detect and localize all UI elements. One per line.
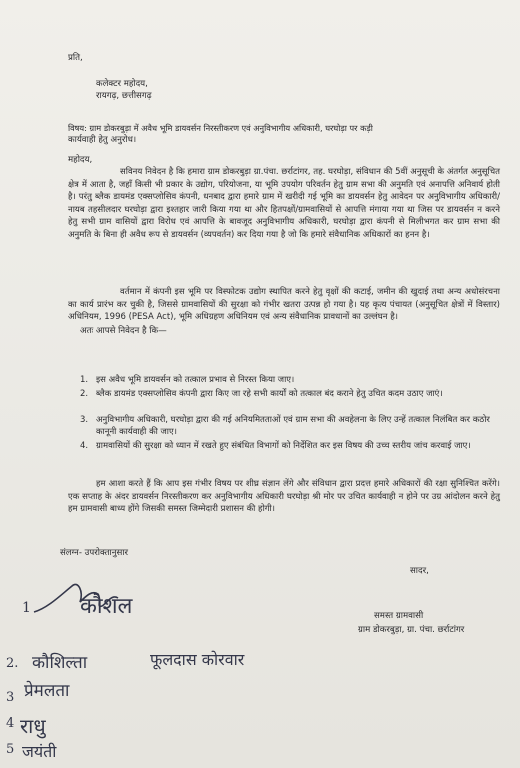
signature-4: राधु: [20, 714, 46, 738]
subject-line-1: विषय: ग्राम डोकरबुड़ा में अवैध भूमि डायवर्सन निरस्तीकरण एवं अनुविभागीय अधिकारी, घरघोड़ा पर कड़ी: [68, 123, 373, 133]
request-number: 3.: [80, 415, 89, 425]
signature-2b: फूलदास कोरवार: [150, 650, 245, 669]
request-text: ग्रामवासियों की सुरक्षा को ध्यान में रखते हुए संबंधित विभागों को निर्देशित कर इस विषय की उच्च स्तरीय जांच करवाई जाए।: [96, 441, 471, 451]
request-item-4: [80, 440, 498, 452]
request-number: 2.: [80, 389, 89, 399]
enclosure-note: संलग्न- उपरोक्तानुसार: [60, 548, 129, 558]
sender-address: ग्राम डोकरबुड़ा, ग्रा. पंचा. छर्राटांगर: [358, 625, 465, 635]
request-number: 4.: [80, 441, 89, 451]
request-item-3: [80, 414, 498, 439]
paragraph-1: सविनय निवेदन है कि हमारा ग्राम डोकरबुड़ा ग्रा.पंचा. छर्राटांगर, तह. घरघोड़ा, संविधान की 5वीं अनुसूची के अंतर्गत अनुसूचित क्षेत्र में आता है, जहाँ किसी भी प्रकार के उद्योग, परियोजना, या भूमि उपयोग परिवर्तन हेतु ग्राम सभा की अनुमति एवं अनापत्ति अनिवार्य होती है। परंतु ब्लैक डायमंड एक्सप्लोसिव कंपनी, धनबाद द्वारा हमारे ग्राम में खरीदी गई भूमि का डायवर्सन हेतु आवेदन पर अनुविभागीय अधिकारी/नायब तहसीलदार घरघोड़ा द्वारा इश्तहार जारी किया गया था और हितपक्षों/ग्रामवासियों से आपत्ति मंगाया गया था जिस पर डायवर्सन न करने हेतु सभी ग्राम वासियों द्वारा विरोध एवं आपत्ति के बावजूद अनुविभागीय अधिकारी, घरघोड़ा द्वारा कंपनी से मिलीभगत कर ग्राम सभा की अनुमति के बिना ही अवैध रूप से डायवर्सन (व्यपवर्तन) कर दिया गया है जो कि हमारे संवैधानिक अधिकारों का हनन है।: [68, 167, 500, 240]
request-text: इस अवैध भूमि डायवर्सन को तत्काल प्रभाव से निरस्त किया जाए।: [96, 375, 295, 385]
closing: सादर,: [410, 566, 429, 576]
to-label: प्रति,: [68, 53, 83, 63]
signature-number-5: 5: [6, 742, 15, 757]
request-text: ब्लैक डायमंड एक्सप्लोसिव कंपनी द्वारा किए जा रहे सभी कार्यों को तत्काल बंद कराने हेतु उचित कदम उठाए जाएं।: [96, 389, 443, 399]
recipient-location: रायगढ़, छत्तीसगढ़: [96, 91, 152, 101]
signature-number-4: 4: [6, 716, 15, 731]
signature-5: जयंती: [22, 742, 57, 761]
salutation: महोदय,: [68, 155, 93, 165]
request-number: 1.: [80, 375, 89, 385]
signature-number-1: 1: [22, 600, 31, 616]
signature-number-3: 3: [6, 690, 15, 705]
signature-number-2: 2.: [6, 656, 19, 671]
request-item-1: [80, 374, 498, 386]
paragraph-2: वर्तमान में कंपनी इस भूमि पर विस्फोटक उद्योग स्थापित करने हेतु वृक्षों की कटाई, जमीन की खुदाई तथा अन्य अधोसंरचना का कार्य प्रारंभ कर चुकी है, जिससे ग्रामवासियों की सुरक्षा को गंभीर खतरा उत्पन्न हो गया है। यह कृत्य पंचायत (अनुसूचित क्षेत्रों में विस्तार) अधिनियम, 1996 (PESA Act), भूमि अधिग्रहण अधिनियम एवं अन्य संवैधानिक प्रावधानों का उल्लंघन है।: [68, 287, 500, 323]
request-intro: अतः आपसे निवेदन है कि—: [80, 326, 167, 336]
signature-3: प्रेमलता: [24, 681, 70, 701]
request-item-2: [80, 388, 498, 400]
signature-2: कौशिल्ता: [32, 653, 88, 673]
sender-name: समस्त ग्रामवासी: [374, 611, 424, 621]
subject-line-2: कार्यवाही हेतु अनुरोध।: [68, 135, 137, 145]
signature-1: कौशल: [80, 594, 133, 619]
request-text: अनुविभागीय अधिकारी, घरघोड़ा द्वारा की गई अनियमितताओं एवं ग्राम सभा की अवहेलना के लिए उन्हें तत्काल निलंबित कर कठोर कानूनी कार्यवाही की जाए।: [96, 415, 490, 438]
paragraph-3: हम आशा करते हैं कि आप इस गंभीर विषय पर शीघ्र संज्ञान लेंगे और संविधान द्वारा प्रदत्त हमारे अधिकारों की रक्षा सुनिश्चित करेंगे। एक सप्ताह के अंदर डायवर्सन निरस्तीकरण कर अनुविभागीय अधिकारी घरघोड़ा श्री मोर पर उचित कार्यवाही न होने पर उग्र आंदोलन करने हेतु हम ग्रामवासी बाध्य होंगे जिसकी समस्त जिम्मेदारी प्रशासन की होगी।: [68, 479, 500, 515]
recipient-title: कलेक्टर महोदय,: [96, 79, 148, 89]
